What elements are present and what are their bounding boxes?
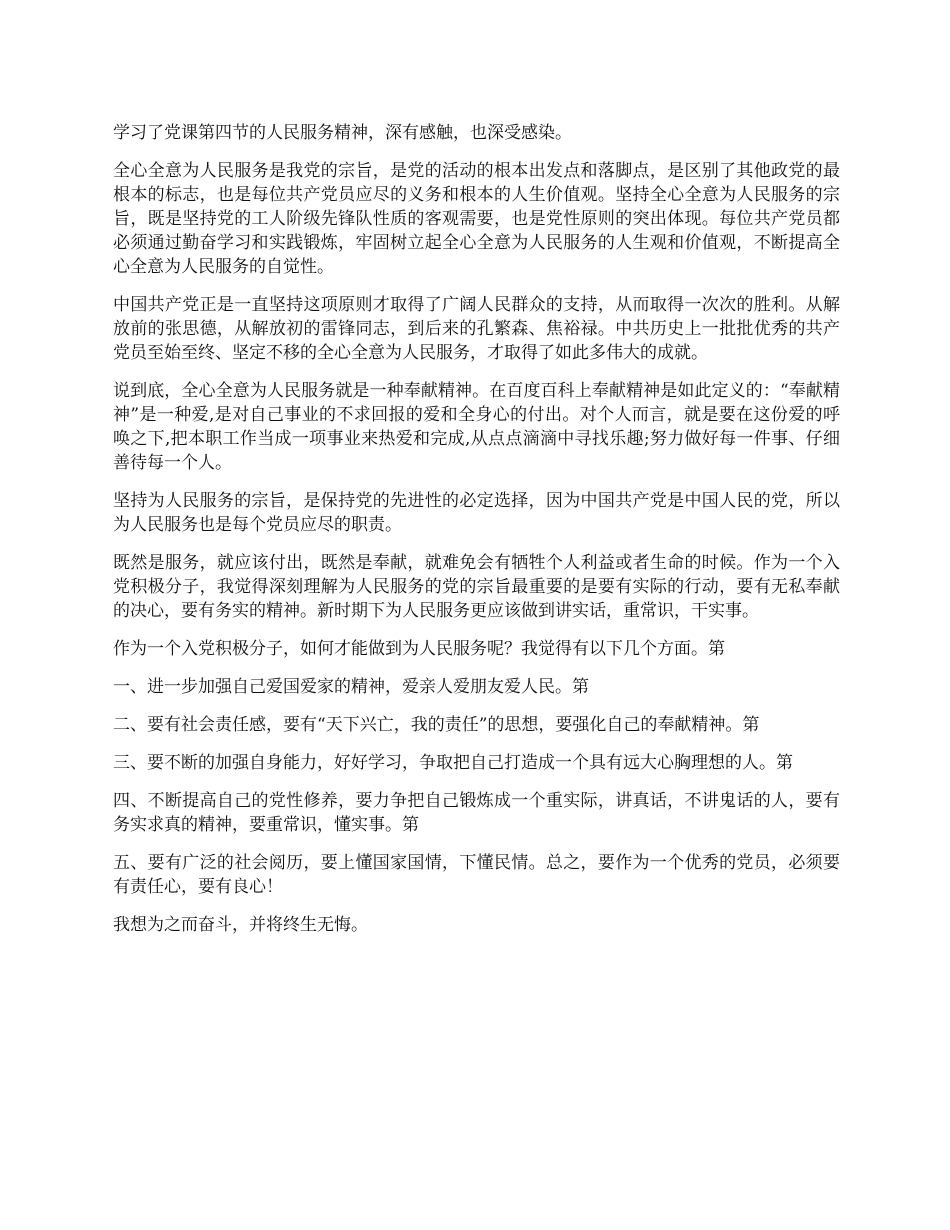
paragraph-point-1: 一、进一步加强自己爱国爱家的精神，爱亲人爱朋友爱人民。第 (113, 677, 589, 697)
paragraph-closing: 我想为之而奋斗，并将终生无悔。 (113, 915, 368, 935)
paragraph-action: 既然是服务，就应该付出，既然是奉献，就难免会有牺牲个人利益或者生命的时候。作为一个入党积极分子，我觉得深刻理解为人民服务的党的宗旨最重要的是要有实际的行动，要有无私奉献的决心，要有务实的精神。新时期下为人民服务更应该做到讲实话，重常识，干实事。 (113, 553, 840, 621)
paragraph-dedication: 说到底，全心全意为人民服务就是一种奉献精神。在百度百科上奉献精神是如此定义的：“奉献精神”是一种爱,是对自己事业的不求回报的爱和全身心的付出。对个人而言，就是要在这份爱的呼唤之下,把本职工作当成一项事业来热爱和完成,从点点滴滴中寻找乐趣;努力做好每一件事、仔细善待每一个人。 (113, 381, 840, 473)
paragraph-history: 中国共产党正是一直坚持这项原则才取得了广阔人民群众的支持，从而取得一次次的胜利。从解放前的张思德，从解放初的雷锋同志，到后来的孔繁森、焦裕禄。中共历史上一批批优秀的共产党员至始至终、坚定不移的全心全意为人民服务，才取得了如此多伟大的成就。 (113, 295, 840, 363)
paragraph-point-4: 四、不断提高自己的党性修养，要力争把自己锻炼成一个重实际，讲真话，不讲鬼话的人，要有务实求真的精神，要重常识，懂实事。第 (113, 791, 840, 835)
paragraph-advancement: 坚持为人民服务的宗旨，是保持党的先进性的必定选择，因为中国共产党是中国人民的党，所以为人民服务也是每个党员应尽的职责。 (113, 491, 840, 535)
document-page (113, 121, 840, 951)
paragraph-intro: 学习了党课第四节的人民服务精神，深有感触，也深受感染。 (113, 123, 572, 143)
paragraph-question: 作为一个入党积极分子，如何才能做到为人民服务呢？我觉得有以下几个方面。第 (113, 639, 725, 659)
paragraph-point-5: 五、要有广泛的社会阅历，要上懂国家国情，下懂民情。总之，要作为一个优秀的党员，必须要有责任心，要有良心！ (113, 853, 840, 897)
paragraph-point-3: 三、要不断的加强自身能力，好好学习，争取把自己打造成一个具有远大心胸理想的人。第 (113, 753, 793, 773)
paragraph-purpose: 全心全意为人民服务是我党的宗旨，是党的活动的根本出发点和落脚点，是区别了其他政党的最根本的标志，也是每位共产党员应尽的义务和根本的人生价值观。坚持全心全意为人民服务的宗旨，既是坚持党的工人阶级先锋队性质的客观需要，也是党性原则的突出体现。每位共产党员都必须通过勤奋学习和实践锻炼，牢固树立起全心全意为人民服务的人生观和价值观，不断提高全心全意为人民服务的自觉性。 (113, 161, 840, 277)
paragraph-point-2: 二、要有社会责任感，要有“天下兴亡，我的责任”的思想，要强化自己的奉献精神。第 (113, 715, 760, 735)
